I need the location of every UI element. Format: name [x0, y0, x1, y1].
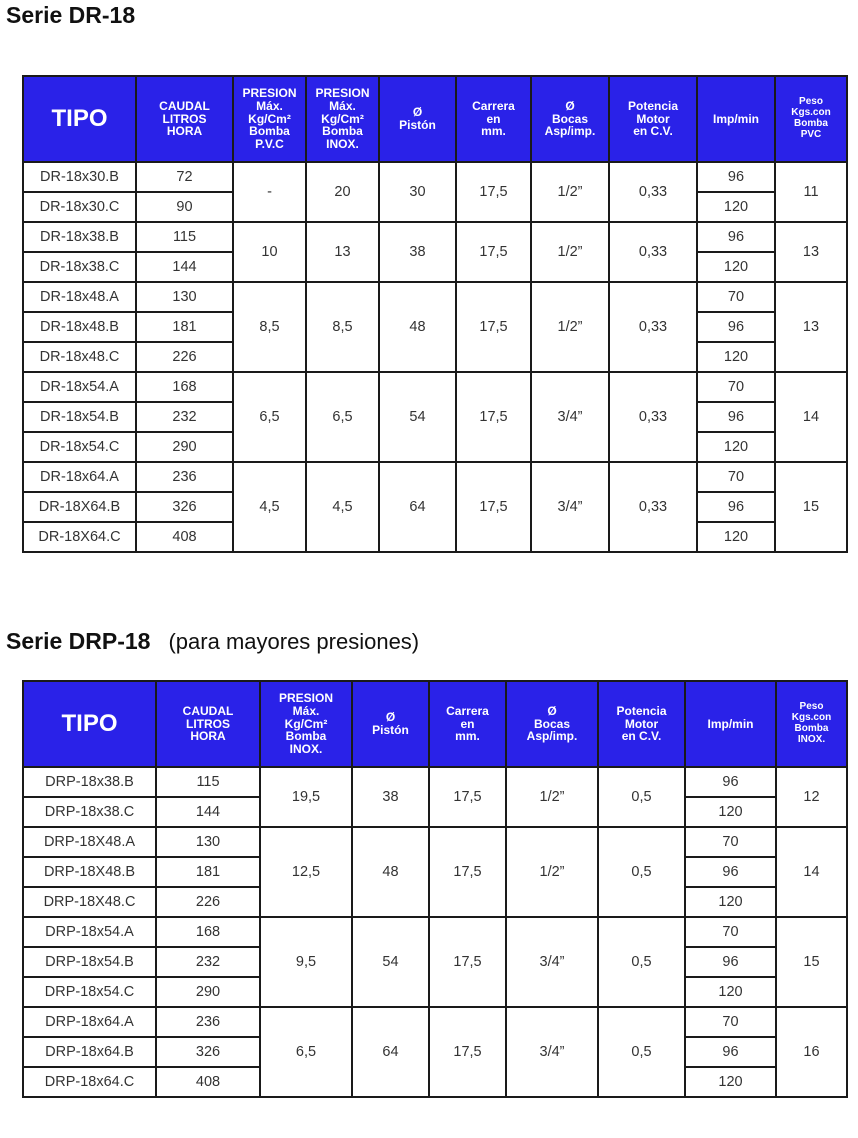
cell-imp: 70: [685, 1007, 776, 1037]
cell-tipo: DRP-18X48.B: [23, 857, 156, 887]
header-line: Motor: [636, 111, 670, 126]
header-caudal: [156, 681, 260, 767]
cell-tipo: DR-18x38.C: [23, 252, 136, 282]
cell-bocas: 1/2”: [506, 767, 598, 827]
header-line: CAUDAL: [159, 98, 210, 113]
cell-presion-inox: 19,5: [260, 767, 352, 827]
header-line: Kg/Cm²: [284, 716, 328, 731]
header-line: PVC: [800, 128, 822, 140]
header-line: Potencia: [616, 703, 667, 718]
header-line: CAUDAL: [182, 703, 234, 718]
header-line: Bomba: [322, 124, 363, 139]
header-line: Kgs.con: [791, 107, 831, 119]
cell-peso: 15: [776, 917, 847, 1007]
header-line: PRESION: [315, 85, 370, 100]
cell-imp: 120: [685, 977, 776, 1007]
cell-piston: 54: [352, 917, 429, 1007]
cell-presion-inox: 20: [306, 162, 379, 222]
cell-bocas: 3/4”: [506, 1007, 598, 1097]
cell-caudal: 232: [136, 402, 233, 432]
cell-carrera: 17,5: [429, 767, 506, 827]
cell-imp: 70: [697, 462, 775, 492]
cell-imp: 120: [697, 432, 775, 462]
cell-imp: 120: [697, 192, 775, 222]
header-line: mm.: [455, 729, 480, 744]
header-line: Kg/Cm²: [321, 111, 364, 126]
cell-caudal: 115: [156, 767, 260, 797]
cell-imp: 96: [685, 947, 776, 977]
cell-caudal: 130: [156, 827, 260, 857]
cell-tipo: DR-18x64.A: [23, 462, 136, 492]
header-line: Bomba: [249, 124, 290, 139]
cell-caudal: 236: [156, 1007, 260, 1037]
cell-piston: 38: [379, 222, 456, 282]
cell-peso: 13: [775, 282, 847, 372]
cell-presion-inox: 6,5: [260, 1007, 352, 1097]
table-row: [23, 162, 847, 192]
section-title-dr18: [6, 2, 135, 29]
cell-carrera: 17,5: [456, 282, 531, 372]
cell-tipo: DRP-18x54.B: [23, 947, 156, 977]
header-line: INOX.: [289, 742, 323, 757]
cell-imp: 96: [697, 222, 775, 252]
cell-presion-inox: 12,5: [260, 827, 352, 917]
cell-tipo: DRP-18x38.C: [23, 797, 156, 827]
cell-bocas: 1/2”: [531, 162, 609, 222]
table-row: [23, 917, 847, 947]
header-line: HORA: [190, 729, 226, 744]
cell-imp: 70: [685, 917, 776, 947]
cell-carrera: 17,5: [429, 1007, 506, 1097]
header-line: Ø: [385, 710, 396, 725]
table-row: [23, 767, 847, 797]
header-caudal: [136, 76, 233, 162]
header-line: Máx.: [256, 98, 283, 113]
cell-caudal: 290: [156, 977, 260, 1007]
cell-caudal: 168: [156, 917, 260, 947]
header-line: Peso: [799, 701, 824, 713]
cell-potencia: 0,33: [609, 282, 697, 372]
cell-tipo: DRP-18x64.A: [23, 1007, 156, 1037]
section-title-text: Serie DRP-18: [6, 628, 151, 654]
cell-tipo: DR-18x48.A: [23, 282, 136, 312]
header-line: Ø: [565, 98, 575, 113]
header-line: en: [486, 111, 501, 126]
cell-tipo: DRP-18x64.C: [23, 1067, 156, 1097]
cell-carrera: 17,5: [456, 372, 531, 462]
cell-tipo: DR-18x48.C: [23, 342, 136, 372]
table-row: [23, 222, 847, 252]
cell-imp: 96: [697, 312, 775, 342]
cell-tipo: DR-18x54.B: [23, 402, 136, 432]
cell-tipo: DR-18X64.C: [23, 522, 136, 552]
cell-caudal: 72: [136, 162, 233, 192]
cell-presion-inox: 9,5: [260, 917, 352, 1007]
cell-bocas: 3/4”: [506, 917, 598, 1007]
table-row: [23, 1007, 847, 1037]
cell-tipo: DR-18x54.C: [23, 432, 136, 462]
cell-tipo: DR-18x48.B: [23, 312, 136, 342]
cell-imp: 120: [697, 522, 775, 552]
header-carrera: [429, 681, 506, 767]
header-potencia: [598, 681, 685, 767]
cell-peso: 14: [775, 372, 847, 462]
cell-imp: 120: [685, 1067, 776, 1097]
header-imp: Imp/min: [685, 681, 776, 767]
header-line: Kg/Cm²: [248, 111, 291, 126]
cell-caudal: 181: [156, 857, 260, 887]
cell-potencia: 0,33: [609, 162, 697, 222]
cell-bocas: 3/4”: [531, 462, 609, 552]
cell-imp: 96: [685, 767, 776, 797]
section-title-text: Serie DR-18: [6, 2, 136, 28]
header-peso: [775, 76, 847, 162]
cell-carrera: 17,5: [456, 222, 531, 282]
section-subtitle: (para mayores presiones): [168, 629, 420, 654]
cell-tipo: DRP-18x54.C: [23, 977, 156, 1007]
header-line: en: [460, 716, 475, 731]
header-bocas: [531, 76, 609, 162]
header-line: Pistón: [372, 723, 409, 737]
cell-piston: 54: [379, 372, 456, 462]
cell-presion-inox: 4,5: [306, 462, 379, 552]
cell-presion-inox: 8,5: [306, 282, 379, 372]
cell-tipo: DRP-18X48.A: [23, 827, 156, 857]
cell-presion-pvc: 4,5: [233, 462, 306, 552]
cell-tipo: DR-18x38.B: [23, 222, 136, 252]
cell-presion-inox: 13: [306, 222, 379, 282]
header-potencia: [609, 76, 697, 162]
cell-presion-pvc: 10: [233, 222, 306, 282]
header-line: Motor: [624, 716, 659, 731]
cell-peso: 13: [775, 222, 847, 282]
cell-peso: 16: [776, 1007, 847, 1097]
header-line: Asp/imp.: [544, 124, 596, 139]
header-line: Máx.: [329, 98, 356, 113]
header-line: Pistón: [399, 118, 436, 132]
header-imp: Imp/min: [697, 76, 775, 162]
cell-peso: 12: [776, 767, 847, 827]
header-line: PRESION: [242, 85, 297, 100]
header-tipo: TIPO: [23, 681, 156, 767]
header-line: Bomba: [794, 723, 829, 734]
table-row: [23, 282, 847, 312]
cell-caudal: 168: [136, 372, 233, 402]
header-line: Potencia: [627, 98, 678, 113]
table-row: [23, 827, 847, 857]
cell-potencia: 0,5: [598, 917, 685, 1007]
cell-potencia: 0,33: [609, 462, 697, 552]
header-line: P.V.C: [255, 137, 284, 152]
cell-bocas: 3/4”: [531, 372, 609, 462]
cell-potencia: 0,5: [598, 1007, 685, 1097]
cell-peso: 15: [775, 462, 847, 552]
cell-potencia: 0,5: [598, 767, 685, 827]
cell-caudal: 90: [136, 192, 233, 222]
cell-bocas: 1/2”: [506, 827, 598, 917]
cell-imp: 70: [685, 827, 776, 857]
header-line: LITROS: [162, 111, 207, 126]
cell-piston: 48: [352, 827, 429, 917]
header-piston: [379, 76, 456, 162]
cell-piston: 64: [352, 1007, 429, 1097]
cell-presion-pvc: 6,5: [233, 372, 306, 462]
header-line: PRESION: [278, 690, 333, 705]
header-line: Asp/imp.: [526, 729, 578, 744]
table-row: [23, 462, 847, 492]
header-line: Máx.: [292, 703, 320, 718]
cell-imp: 96: [685, 1037, 776, 1067]
cell-potencia: 0,5: [598, 827, 685, 917]
spec-table-drp18: [22, 680, 848, 1098]
cell-bocas: 1/2”: [531, 222, 609, 282]
cell-caudal: 236: [136, 462, 233, 492]
cell-caudal: 408: [136, 522, 233, 552]
cell-tipo: DRP-18x64.B: [23, 1037, 156, 1067]
cell-imp: 96: [697, 162, 775, 192]
cell-imp: 70: [697, 372, 775, 402]
header-presion-inox: [306, 76, 379, 162]
header-tipo: TIPO: [23, 76, 136, 162]
header-line: Peso: [799, 96, 823, 108]
cell-caudal: 144: [156, 797, 260, 827]
header-presion-pvc: [233, 76, 306, 162]
cell-tipo: DR-18x30.B: [23, 162, 136, 192]
header-line: en C.V.: [633, 124, 673, 139]
cell-caudal: 226: [136, 342, 233, 372]
cell-carrera: 17,5: [456, 162, 531, 222]
header-line: INOX.: [797, 733, 826, 745]
cell-caudal: 130: [136, 282, 233, 312]
header-line: HORA: [166, 124, 203, 139]
header-line: LITROS: [186, 716, 230, 731]
header-presion-inox: [260, 681, 352, 767]
header-line: INOX.: [326, 137, 359, 152]
header-line: Carrera: [472, 98, 515, 113]
cell-tipo: DR-18x30.C: [23, 192, 136, 222]
header-bocas: [506, 681, 598, 767]
header-line: Bocas: [551, 111, 589, 126]
header-line: en C.V.: [621, 729, 662, 744]
cell-carrera: 17,5: [456, 462, 531, 552]
header-line: Ø: [412, 105, 423, 120]
cell-potencia: 0,33: [609, 222, 697, 282]
header-peso: [776, 681, 847, 767]
cell-caudal: 226: [156, 887, 260, 917]
header-line: Bocas: [533, 716, 571, 731]
cell-piston: 48: [379, 282, 456, 372]
header-piston: [352, 681, 429, 767]
cell-caudal: 408: [156, 1067, 260, 1097]
cell-caudal: 232: [156, 947, 260, 977]
cell-peso: 11: [775, 162, 847, 222]
cell-imp: 96: [697, 492, 775, 522]
cell-peso: 14: [776, 827, 847, 917]
cell-presion-pvc: 8,5: [233, 282, 306, 372]
section-title-drp18: [6, 628, 419, 655]
cell-bocas: 1/2”: [531, 282, 609, 372]
header-line: Ø: [547, 703, 557, 718]
cell-piston: 64: [379, 462, 456, 552]
header-carrera: [456, 76, 531, 162]
cell-tipo: DR-18x54.A: [23, 372, 136, 402]
cell-caudal: 326: [136, 492, 233, 522]
header-line: Bomba: [285, 729, 327, 744]
cell-carrera: 17,5: [429, 827, 506, 917]
cell-imp: 120: [685, 887, 776, 917]
cell-imp: 70: [697, 282, 775, 312]
cell-imp: 120: [685, 797, 776, 827]
cell-imp: 96: [685, 857, 776, 887]
cell-piston: 30: [379, 162, 456, 222]
spec-table-dr18: [22, 75, 848, 553]
cell-caudal: 181: [136, 312, 233, 342]
cell-imp: 120: [697, 342, 775, 372]
header-line: Carrera: [446, 703, 489, 718]
cell-presion-inox: 6,5: [306, 372, 379, 462]
cell-caudal: 290: [136, 432, 233, 462]
header-line: mm.: [481, 124, 506, 139]
header-line: Bomba: [794, 118, 828, 129]
cell-tipo: DRP-18X48.C: [23, 887, 156, 917]
cell-caudal: 144: [136, 252, 233, 282]
cell-tipo: DRP-18x54.A: [23, 917, 156, 947]
cell-carrera: 17,5: [429, 917, 506, 1007]
cell-imp: 120: [697, 252, 775, 282]
cell-presion-pvc: -: [233, 162, 306, 222]
cell-caudal: 115: [136, 222, 233, 252]
cell-tipo: DRP-18x38.B: [23, 767, 156, 797]
cell-piston: 38: [352, 767, 429, 827]
cell-caudal: 326: [156, 1037, 260, 1067]
table-row: [23, 372, 847, 402]
cell-tipo: DR-18X64.B: [23, 492, 136, 522]
cell-potencia: 0,33: [609, 372, 697, 462]
header-line: Kgs.con: [791, 712, 832, 724]
cell-imp: 96: [697, 402, 775, 432]
